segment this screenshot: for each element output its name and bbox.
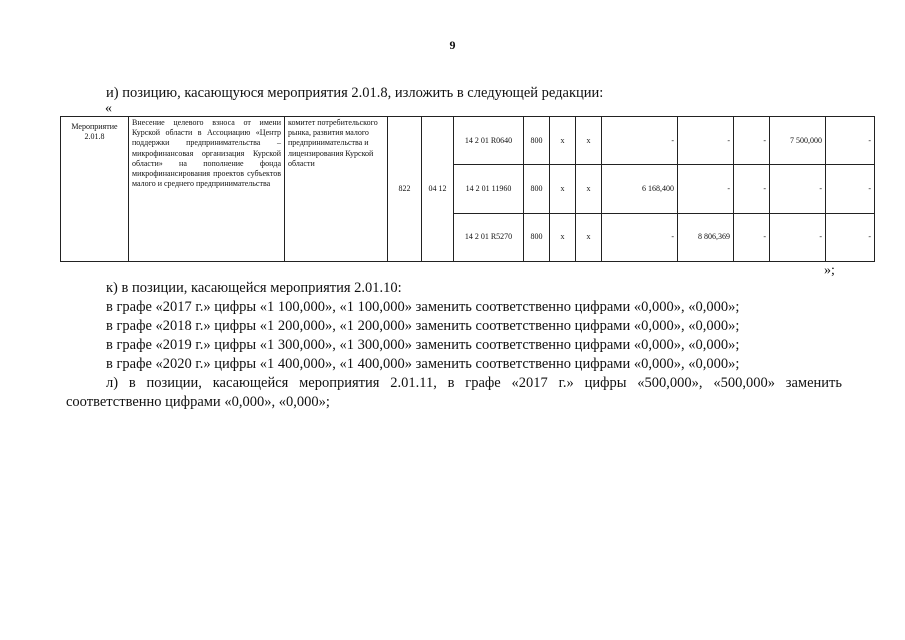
table-row: [61, 117, 875, 165]
value-2021-cell: -: [826, 213, 875, 261]
paragraph-2018: в графе «2018 г.» цифры «1 200,000», «1 200,000» заменить соответственно цифрами «0,000», «0,000»;: [106, 318, 740, 334]
value-2017-cell: -: [602, 117, 678, 165]
value-2018-cell: -: [678, 117, 734, 165]
close-quote: »;: [824, 263, 835, 278]
x-cell: х: [550, 117, 576, 165]
csr-cell: 14 2 01 11960: [454, 165, 524, 213]
vr-cell: 800: [524, 117, 550, 165]
value-2020-cell: -: [770, 213, 826, 261]
value-2020-cell: -: [770, 165, 826, 213]
paragraph-k: к) в позиции, касающейся мероприятия 2.01.10:: [106, 280, 402, 296]
x-cell: х: [576, 213, 602, 261]
paragraph-2019: в графе «2019 г.» цифры «1 300,000», «1 300,000» заменить соответственно цифрами «0,000», «0,000»;: [106, 337, 740, 353]
value-2021-cell: -: [826, 117, 875, 165]
value-2019-cell: -: [734, 213, 770, 261]
value-2018-cell: 8 806,369: [678, 213, 734, 261]
grbs-cell: 822: [388, 117, 422, 262]
vr-cell: 800: [524, 213, 550, 261]
value-2019-cell: -: [734, 165, 770, 213]
page-number: 9: [449, 38, 456, 52]
value-2020-cell: 7 500,000: [770, 117, 826, 165]
csr-cell: 14 2 01 R0640: [454, 117, 524, 165]
x-cell: х: [550, 213, 576, 261]
paragraph-l: л) в позиции, касающейся мероприятия 2.01.11, в графе «2017 г.» цифры «500,000», «500,000» заменить соответственно цифрами «0,000», «0,000»;: [66, 375, 842, 410]
paragraph-2017: в графе «2017 г.» цифры «1 100,000», «1 100,000» заменить соответственно цифрами «0,000», «0,000»;: [106, 299, 740, 315]
value-2021-cell: -: [826, 165, 875, 213]
vr-cell: 800: [524, 165, 550, 213]
value-2018-cell: -: [678, 165, 734, 213]
rzpr-cell: 04 12: [422, 117, 454, 262]
value-2019-cell: -: [734, 117, 770, 165]
event-table: [60, 116, 875, 262]
open-quote: «: [105, 101, 112, 116]
value-2017-cell: -: [602, 213, 678, 261]
x-cell: х: [576, 117, 602, 165]
x-cell: х: [550, 165, 576, 213]
executor-cell: комитет потребительского рынка, развития малого предпринимательства и лицензирования Курской области: [285, 117, 388, 262]
amendment-text: [66, 279, 842, 412]
x-cell: х: [576, 165, 602, 213]
paragraph-2020: в графе «2020 г.» цифры «1 400,000», «1 400,000» заменить соответственно цифрами «0,000», «0,000»;: [106, 356, 740, 372]
intro-text: и) позицию, касающуюся мероприятия 2.01.8, изложить в следующей редакции:: [106, 85, 604, 101]
description-cell: Внесение целевого взноса от имени Курской области в Ассоциацию «Центр поддержки предпринимательства – микрофинансовая организация Курской области» на пополнение фонда микрофинансирования проектов субъектов малого и среднего предпринимательства: [129, 117, 285, 262]
event-cell: Мероприятие 2.01.8: [61, 117, 129, 262]
csr-cell: 14 2 01 R5270: [454, 213, 524, 261]
value-2017-cell: 6 168,400: [602, 165, 678, 213]
